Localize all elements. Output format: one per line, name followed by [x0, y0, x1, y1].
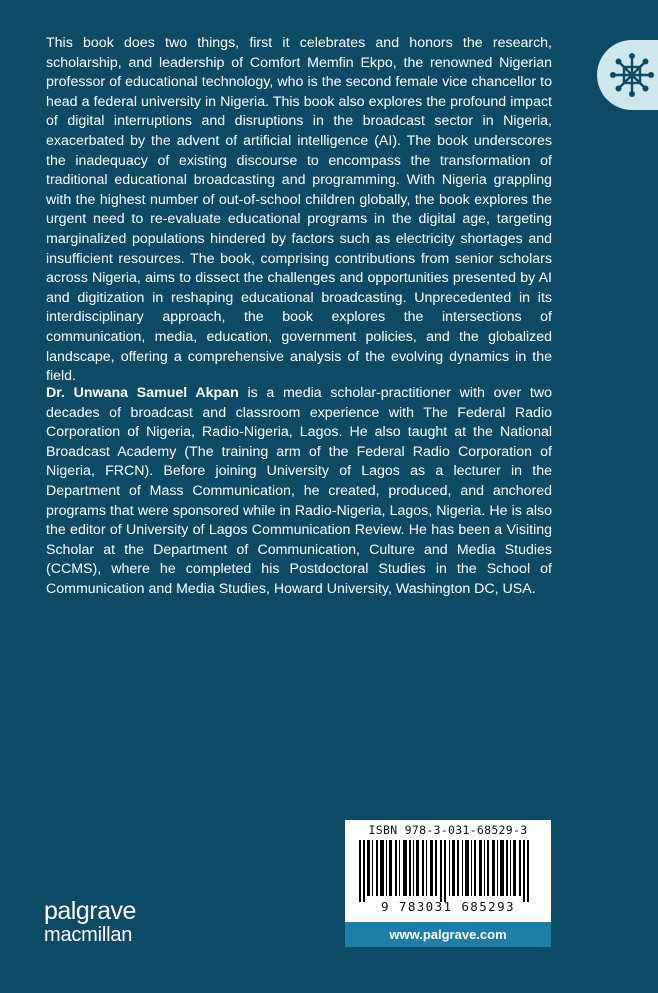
logo-macmillan: macmillan	[44, 924, 133, 946]
barcode-icon	[353, 840, 543, 902]
isbn-label: ISBN 978-3-031-68529-3	[368, 823, 528, 837]
author-bio-text: is a media scholar-practitioner with over two decades of broadcast and classroom experience with The Federal Radio Corporation of Nigeria, Radio-Nigeria, Lagos. He also taught at the National Broadcast Academy (The training arm of the Federal Radio Corporation of Nigeria, FRCN). Before joining University of Lagos as a lecturer in the Department of Mass Communication, he created, produced, and anchored programs that were sponsored while in Radio-Nigeria, Lagos, Nigeria. He is also the editor of University of Lagos Communication Review. He has been a Visiting Scholar at the Department of Communication, Culture and Media Studies (CCMS), where he completed his Postdoctoral Studies in the School of Communication and Media Studies, Howard University, Washington DC, USA.	[46, 385, 552, 597]
author-bio	[46, 384, 552, 600]
publisher-url[interactable]: www.palgrave.com	[389, 927, 507, 942]
logo-palgrave: palgrave	[44, 897, 136, 925]
author-name: Dr. Unwana Samuel Akpan	[46, 385, 239, 401]
publisher-badge	[597, 40, 658, 110]
barcode-panel	[345, 820, 551, 947]
book-description: This book does two things, first it celebrates and honors the research, scholarship, and leadership of Comfort Memfin Ekpo, the renowned Nigerian professor of educational technology, who is the second female vice chancellor to head a federal university in Nigeria. This book also explores the profound impact of digital interruptions and disruptions in the broadcast sector in Nigeria, exacerbated by the advent of artificial intelligence (AI). The book underscores the inadequacy of existing discourse to encompass the transformation of traditional educational broadcasting and programming. With Nigeria grappling with the highest number of out-of-school children globally, the book explores the urgent need to re-evaluate educational programs in the digital age, targeting marginalized populations hindered by factors such as electricity shortages and insufficient resources. The book, comprising contributions from senior scholars across Nigeria, aims to dissect the challenges and opportunities presented by AI and digitization in reshaping educational broadcasting. Unprecedented in its interdisciplinary approach, the book explores the intersections of communication, media, education, government policies, and the globalized landscape, offering a comprehensive analysis of the evolving dynamics in the field.	[46, 35, 552, 385]
publisher-logo	[44, 899, 136, 947]
isbn-digits: 9 783031 685293	[381, 899, 515, 914]
url-strip	[345, 922, 551, 947]
palgrave-star-icon	[609, 52, 655, 98]
